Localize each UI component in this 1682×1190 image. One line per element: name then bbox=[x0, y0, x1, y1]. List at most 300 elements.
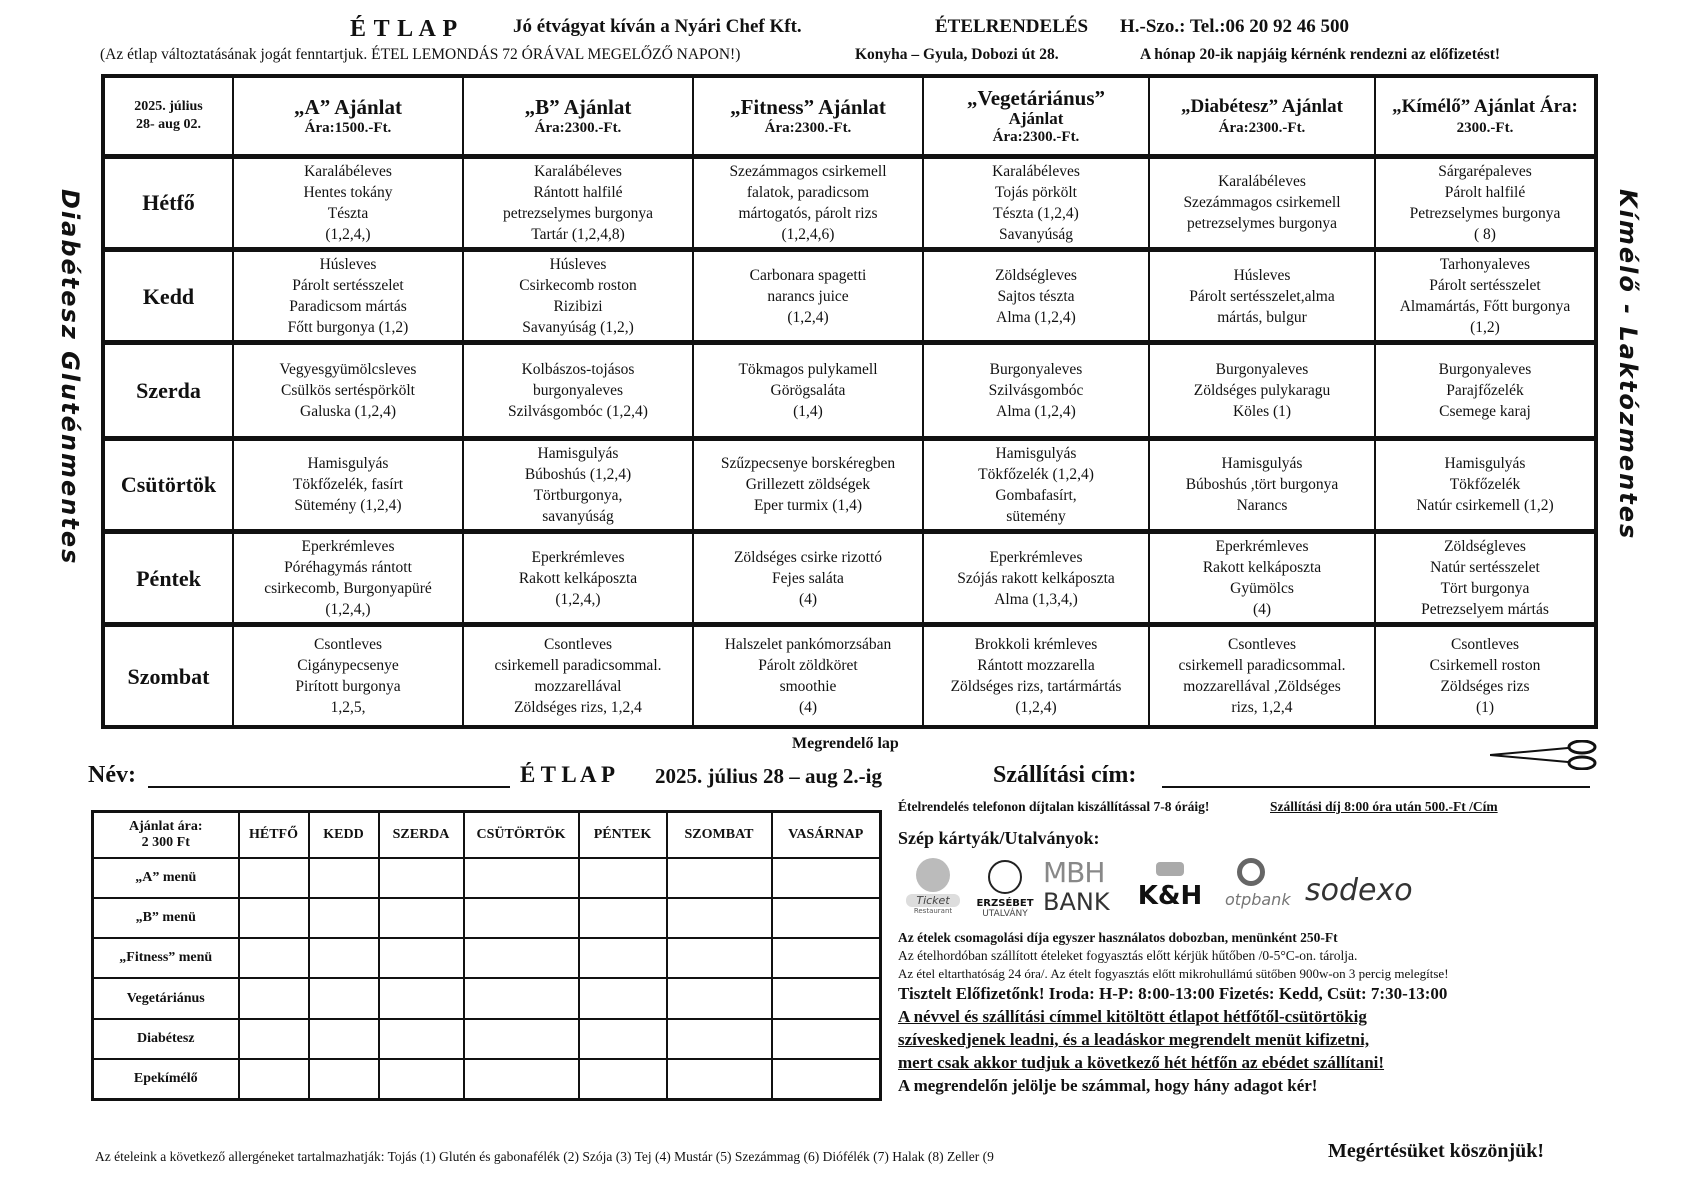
order-form-table bbox=[91, 810, 882, 1101]
page-title: É T L A P bbox=[350, 16, 459, 42]
menu-item-line: Hamisgulyás bbox=[1444, 455, 1526, 473]
menu-item-line: Párolt halfilé bbox=[1444, 183, 1526, 201]
menu-item-line: Görögsaláta bbox=[770, 381, 846, 399]
menu-item-line: (4) bbox=[798, 590, 818, 608]
day-name: Péntek bbox=[103, 531, 233, 624]
offer-name: „B” Ajánlat bbox=[524, 94, 632, 119]
order-quantity-cell[interactable] bbox=[579, 858, 667, 898]
menu-item-line: Csirkemell roston bbox=[1429, 657, 1541, 675]
menu-item-line: Cigánypecsenye bbox=[297, 657, 399, 675]
weekly-menu-table bbox=[101, 74, 1598, 729]
menu-cell bbox=[233, 156, 463, 249]
delivery-note: Ételrendelés telefonon díjtalan kiszállítással 7-8 óráig! bbox=[898, 799, 1210, 814]
menu-item-line: ( 8) bbox=[1474, 225, 1496, 243]
menu-item-line: mártás, bulgur bbox=[1217, 308, 1307, 326]
order-row-label: „B” menü bbox=[93, 898, 239, 938]
erzsebet-logo-subtext: UTALVÁNY bbox=[982, 909, 1028, 919]
menu-item-line: Hamisgulyás bbox=[307, 455, 389, 473]
offer-header-fitness bbox=[693, 76, 923, 156]
menu-item-line: Tökmagos pulykamell bbox=[738, 360, 878, 378]
menu-item-line: Húsleves bbox=[1233, 266, 1291, 284]
date-range-line-2: 28- aug 02. bbox=[136, 116, 201, 132]
menu-item-line: Carbonara spagetti bbox=[749, 266, 867, 284]
price-header-line-1: Ajánlat ára: bbox=[129, 818, 203, 834]
order-row bbox=[93, 858, 881, 898]
menu-item-line: petrezselymes burgonya bbox=[503, 204, 653, 222]
kitchen-address: Konyha – Gyula, Dobozi út 28. bbox=[855, 46, 1059, 63]
delivery-fee: Szállítási díj 8:00 óra után 500.-Ft /Cím bbox=[1270, 799, 1498, 814]
storage-note: Az ételhordóban szállított ételeket fogyasztás előtt kérjük hűtőben /0-5°C-on. tárolja. bbox=[898, 948, 1358, 963]
offer-header-b bbox=[463, 76, 693, 156]
offer-price: Ára:1500.-Ft. bbox=[304, 119, 392, 136]
menu-item-line: Halszelet pankómorzsában bbox=[724, 636, 892, 654]
day-header: HÉTFŐ bbox=[239, 812, 309, 858]
menu-item-line: Burgonyaleves bbox=[989, 360, 1083, 378]
order-header-row bbox=[93, 812, 881, 858]
menu-item-line: Zöldséges csirke rizottó bbox=[733, 548, 883, 566]
address-label: Szállítási cím: bbox=[993, 762, 1137, 788]
order-quantity-cell[interactable] bbox=[667, 1019, 772, 1059]
order-quantity-cell[interactable] bbox=[309, 858, 379, 898]
disclaimer: (Az étlap változtatásának jogát fenntartjuk. ÉTEL LEMONDÁS 72 ÓRÁVAL MEGELŐZŐ NAPON!) bbox=[100, 46, 741, 63]
menu-item-line: Pirított burgonya bbox=[295, 678, 401, 696]
menu-item-line: Szójás rakott kelkáposzta bbox=[957, 569, 1115, 587]
order-quantity-cell[interactable] bbox=[309, 1059, 379, 1099]
menu-item-line: Zöldségleves bbox=[1444, 538, 1526, 555]
side-label-left: Diabétesz Gluténmentes bbox=[56, 189, 84, 566]
menu-item-line: Eperkrémleves bbox=[989, 548, 1083, 566]
menu-cell bbox=[1375, 438, 1596, 531]
menu-item-line: (1,2,4) bbox=[1015, 699, 1057, 717]
day-header: VASÁRNAP bbox=[772, 812, 881, 858]
office-hours: Tisztelt Előfizetőnk! Iroda: H-P: 8:00-13:00 Fizetés: Kedd, Csüt: 7:30-13:00 bbox=[898, 984, 1448, 1003]
day-name: Szombat bbox=[103, 625, 233, 727]
order-quantity-cell[interactable] bbox=[239, 1059, 309, 1099]
day-header: CSÜTÖRTÖK bbox=[464, 812, 579, 858]
menu-item-line: csirkecomb, Burgonyapüré bbox=[264, 580, 432, 597]
order-row-label: Diabétesz bbox=[93, 1019, 239, 1059]
order-quantity-cell[interactable] bbox=[667, 938, 772, 978]
packaging-note: Az ételek csomagolási díja egyszer használatos dobozban, menünként 250-Ft bbox=[898, 930, 1338, 945]
menu-item-line: mártogatós, párolt rizs bbox=[738, 204, 878, 222]
menu-item-line: petrezselymes burgonya bbox=[1187, 215, 1337, 233]
menu-day-row bbox=[103, 250, 1596, 343]
order-row-label: Epekímélő bbox=[93, 1059, 239, 1099]
order-quantity-cell[interactable] bbox=[464, 898, 579, 938]
menu-cell bbox=[1149, 625, 1375, 727]
menu-item-line: burgonyaleves bbox=[532, 381, 624, 399]
menu-cell bbox=[1149, 156, 1375, 249]
mbh-logo-text: MBH bbox=[1043, 856, 1105, 889]
menu-item-line: rizs, 1,2,4 bbox=[1231, 699, 1293, 717]
day-name: Kedd bbox=[103, 250, 233, 343]
otp-bank-logo bbox=[1225, 858, 1305, 918]
menu-item-line: (1,2) bbox=[1470, 319, 1500, 337]
date-range-cell bbox=[103, 76, 233, 156]
menu-cell bbox=[1149, 531, 1375, 624]
order-quantity-cell[interactable] bbox=[772, 1059, 881, 1099]
order-quantity-cell[interactable] bbox=[579, 938, 667, 978]
order-row bbox=[93, 938, 881, 978]
menu-item-line: sütemény bbox=[1006, 507, 1066, 525]
menu-item-line: Galuska (1,2,4) bbox=[300, 402, 396, 420]
order-form-caption: Megrendelő lap bbox=[792, 735, 899, 752]
order-quantity-cell[interactable] bbox=[667, 898, 772, 938]
order-quantity-cell[interactable] bbox=[309, 938, 379, 978]
scissors-icon bbox=[1490, 740, 1610, 770]
menu-item-line: Karalábéleves bbox=[304, 162, 392, 180]
otp-logo-text: otpbank bbox=[1225, 890, 1291, 909]
kh-bank-logo bbox=[1130, 862, 1210, 918]
menu-item-line: csirkemell paradicsommal. bbox=[1178, 657, 1346, 675]
menu-item-line: Húsleves bbox=[319, 256, 377, 274]
menu-item-line: Hamisgulyás bbox=[995, 444, 1077, 462]
order-row bbox=[93, 898, 881, 938]
menu-item-line: Brokkoli krémleves bbox=[974, 636, 1098, 654]
menu-item-line: Tökfőzelék (1,2,4) bbox=[978, 465, 1094, 483]
kh-logo-text: K&H bbox=[1137, 881, 1203, 911]
menu-item-line: (1,2,4) bbox=[787, 308, 829, 326]
menu-item-line: Zöldséges pulykaragu bbox=[1193, 381, 1331, 399]
order-quantity-cell[interactable] bbox=[772, 978, 881, 1018]
date-range-line-1: 2025. július bbox=[134, 98, 203, 114]
menu-item-line: (1,2,4,) bbox=[555, 590, 601, 608]
menu-item-line: Alma (1,2,4) bbox=[996, 308, 1076, 326]
menu-item-line: 1,2,5, bbox=[330, 699, 366, 717]
cards-title: Szép kártyák/Utalványok: bbox=[898, 828, 1100, 848]
menu-item-line: csirkemell paradicsommal. bbox=[494, 657, 662, 675]
menu-item-line: (1,4) bbox=[793, 402, 823, 420]
offer-name: „Diabétesz” Ajánlat bbox=[1180, 95, 1343, 117]
menu-item-line: Petrezselymes burgonya bbox=[1409, 204, 1561, 222]
menu-item-line: Párolt sertésszelet bbox=[1429, 277, 1541, 295]
day-header: KEDD bbox=[309, 812, 379, 858]
offer-name-line-2: Ajánlat bbox=[1008, 108, 1064, 128]
ticket-logo-text: Ticket bbox=[906, 894, 960, 907]
menu-item-line: Póréhagymás rántott bbox=[284, 559, 412, 576]
menu-item-line: Karalábéleves bbox=[1218, 173, 1306, 191]
order-quantity-cell[interactable] bbox=[579, 1019, 667, 1059]
offer-price: Ára:2300.-Ft. bbox=[1218, 119, 1306, 136]
menu-item-line: Párolt zöldköret bbox=[758, 657, 858, 675]
menu-cell bbox=[463, 438, 693, 531]
offer-header-diabetes bbox=[1149, 76, 1375, 156]
menu-cell bbox=[463, 343, 693, 438]
order-quantity-cell[interactable] bbox=[464, 938, 579, 978]
menu-item-line: Rántott halfilé bbox=[533, 183, 623, 201]
order-quantity-cell[interactable] bbox=[239, 898, 309, 938]
menu-cell bbox=[1149, 438, 1375, 531]
menu-item-line: Hamisgulyás bbox=[537, 444, 619, 462]
order-quantity-cell[interactable] bbox=[464, 1019, 579, 1059]
menu-cell bbox=[1375, 343, 1596, 438]
name-label: Név: bbox=[88, 762, 136, 788]
menu-item-line: Tojás pörkölt bbox=[994, 183, 1077, 201]
menu-item-line: Rakott kelkáposzta bbox=[1202, 559, 1322, 576]
offer-price: Ára:2300.-Ft. bbox=[992, 128, 1080, 145]
menu-item-line: Eperkrémleves bbox=[1215, 538, 1309, 555]
menu-cell bbox=[1149, 343, 1375, 438]
menu-item-line: Zöldségleves bbox=[995, 266, 1077, 284]
sodexo-logo: sodexo bbox=[1305, 873, 1413, 908]
menu-item-line: Csülkös sertéspörkölt bbox=[281, 381, 415, 399]
offer-price: Ára:2300.-Ft. bbox=[764, 119, 852, 136]
offer-name: „Kímélő” Ajánlat Ára: bbox=[1392, 95, 1578, 117]
menu-item-line: (4) bbox=[798, 699, 818, 717]
menu-item-line: Sütemény (1,2,4) bbox=[294, 497, 402, 515]
menu-item-line: Szilvásgombóc (1,2,4) bbox=[508, 402, 648, 420]
menu-item-line: Narancs bbox=[1236, 497, 1288, 515]
offer-header-vegetarian bbox=[923, 76, 1149, 156]
menu-item-line: Hentes tokány bbox=[303, 183, 393, 201]
menu-item-line: Rántott mozzarella bbox=[977, 657, 1095, 675]
menu-cell bbox=[463, 250, 693, 343]
order-quantity-cell[interactable] bbox=[667, 1059, 772, 1099]
menu-item-line: mozzarellával bbox=[534, 678, 622, 696]
order-quantity-cell[interactable] bbox=[379, 858, 464, 898]
menu-item-line: (1,2,4,6) bbox=[781, 225, 835, 243]
order-quantity-cell[interactable] bbox=[379, 1019, 464, 1059]
menu-item-line: Tartár (1,2,4,8) bbox=[531, 225, 625, 243]
order-quantity-cell[interactable] bbox=[379, 898, 464, 938]
menu-item-line: Párolt sertésszelet,alma bbox=[1189, 287, 1335, 305]
menu-item-line: Alma (1,3,4,) bbox=[994, 590, 1078, 608]
order-row-label: „Fitness” menü bbox=[93, 938, 239, 978]
day-header: SZERDA bbox=[379, 812, 464, 858]
menu-item-line: Savanyúság bbox=[998, 225, 1074, 243]
menu-item-line: Köles (1) bbox=[1232, 402, 1292, 420]
menu-item-line: Tört burgonya bbox=[1440, 580, 1530, 597]
order-row-label: „A” menü bbox=[93, 858, 239, 898]
menu-day-row bbox=[103, 343, 1596, 438]
menu-item-line: Búboshús ,tört burgonya bbox=[1185, 476, 1339, 494]
mbh-bank-logo bbox=[1043, 858, 1113, 918]
menu-day-row bbox=[103, 625, 1596, 727]
menu-cell bbox=[463, 531, 693, 624]
payment-deadline: A hónap 20-ik napjáig kérnénk rendezni az előfizetést! bbox=[1140, 46, 1501, 63]
menu-item-line: (1,2,4,) bbox=[325, 225, 371, 243]
order-quantity-cell[interactable] bbox=[379, 978, 464, 1018]
menu-cell bbox=[693, 438, 923, 531]
order-quantity-cell[interactable] bbox=[579, 978, 667, 1018]
order-quantity-cell[interactable] bbox=[464, 1059, 579, 1099]
menu-cell bbox=[923, 343, 1149, 438]
order-quantity-cell[interactable] bbox=[239, 1019, 309, 1059]
menu-item-line: Párolt sertésszelet bbox=[292, 277, 404, 295]
order-quantity-cell[interactable] bbox=[379, 1059, 464, 1099]
menu-item-line: (1,2,4,) bbox=[325, 601, 371, 618]
menu-cell bbox=[923, 250, 1149, 343]
menu-item-line: Paradicsom mártás bbox=[289, 298, 407, 316]
order-quantity-cell[interactable] bbox=[464, 858, 579, 898]
menu-cell bbox=[693, 250, 923, 343]
menu-item-line: Szűzpecsenye borskéregben bbox=[720, 455, 896, 473]
menu-item-line: Tökfőzelék, fasírt bbox=[292, 476, 404, 494]
menu-item-line: falatok, paradicsom bbox=[746, 183, 870, 201]
menu-item-line: Natúr csirkemell (1,2) bbox=[1416, 497, 1554, 515]
menu-item-line: Gombafasírt, bbox=[995, 486, 1077, 504]
erzsebet-logo-text: ERZSÉBET bbox=[976, 898, 1034, 909]
menu-item-line: Tészta (1,2,4) bbox=[993, 204, 1079, 222]
thanks-note: Megértésüket köszönjük! bbox=[1328, 1140, 1545, 1162]
day-name: Csütörtök bbox=[103, 438, 233, 531]
greeting: Jó étvágyat kíván a Nyári Chef Kft. bbox=[513, 16, 802, 37]
ticket-logo-subtext: Restaurant bbox=[913, 907, 953, 915]
price-header-line-2: 2 300 Ft bbox=[141, 834, 190, 850]
menu-cell bbox=[233, 250, 463, 343]
menu-cell bbox=[1375, 625, 1596, 727]
menu-item-line: Grillezett zöldségek bbox=[745, 476, 871, 494]
day-name: Hétfő bbox=[103, 156, 233, 249]
menu-item-line: Parajfőzelék bbox=[1446, 381, 1524, 399]
menu-item-line: Csontleves bbox=[543, 636, 613, 654]
menu-cell bbox=[923, 438, 1149, 531]
order-quantity-cell[interactable] bbox=[379, 938, 464, 978]
offer-name: „Fitness” Ajánlat bbox=[730, 94, 886, 119]
order-quantity-cell[interactable] bbox=[667, 978, 772, 1018]
menu-item-line: Almamártás, Főtt burgonya bbox=[1399, 298, 1571, 316]
menu-item-line: Csontleves bbox=[1450, 636, 1520, 654]
offer-header-a bbox=[233, 76, 463, 156]
menu-item-line: Tészta bbox=[327, 204, 369, 222]
menu-item-line: Rakott kelkáposzta bbox=[518, 569, 638, 587]
menu-cell bbox=[1149, 250, 1375, 343]
menu-cell bbox=[1375, 250, 1596, 343]
menu-item-line: Vegyesgyümölcsleves bbox=[279, 360, 417, 378]
menu-item-line: mozzarellával ,Zöldséges bbox=[1183, 678, 1341, 696]
menu-item-line: Rizibizi bbox=[553, 298, 603, 316]
order-quantity-cell[interactable] bbox=[772, 1019, 881, 1059]
day-header: PÉNTEK bbox=[579, 812, 667, 858]
menu-cell bbox=[463, 625, 693, 727]
menu-item-line: Tökfőzelék bbox=[1449, 476, 1521, 494]
erzsebet-logo bbox=[970, 860, 1040, 920]
notice-line-1: A névvel és szállítási címmel kitöltött étlapot hétfőtől-csütörtökig bbox=[898, 1007, 1367, 1026]
order-quantity-cell[interactable] bbox=[239, 978, 309, 1018]
menu-cell bbox=[1375, 156, 1596, 249]
order-quantity-cell[interactable] bbox=[464, 978, 579, 1018]
day-header: SZOMBAT bbox=[667, 812, 772, 858]
shelf-life-note: Az étel eltarthatóság 24 óra/. Az ételt fogyasztás előtt mikrohullámú sütőben 900w-on 3 percig melegítse! bbox=[898, 966, 1449, 981]
menu-item-line: Törtburgonya, bbox=[533, 486, 623, 504]
menu-item-line: Karalábéleves bbox=[992, 162, 1080, 180]
menu-item-line: Savanyúság (1,2,) bbox=[522, 319, 634, 337]
menu-day-row bbox=[103, 531, 1596, 624]
order-row bbox=[93, 1059, 881, 1099]
offer-price: Ára:2300.-Ft. bbox=[534, 119, 622, 136]
day-name: Szerda bbox=[103, 343, 233, 438]
menu-item-line: savanyúság bbox=[542, 507, 614, 525]
notice-line-3: mert csak akkor tudjuk a következő hét hétfőn az ebédet szállítani! bbox=[898, 1053, 1385, 1072]
notice-line-4: A megrendelőn jelölje be számmal, hogy hány adagot kér! bbox=[898, 1076, 1318, 1095]
order-form-title: É T L A P bbox=[520, 762, 616, 787]
menu-cell bbox=[923, 625, 1149, 727]
menu-cell bbox=[233, 343, 463, 438]
menu-item-line: Sárgarépaleves bbox=[1438, 162, 1532, 180]
order-period: 2025. július 28 – aug 2.-ig bbox=[655, 764, 882, 788]
ticket-restaurant-logo bbox=[906, 858, 960, 918]
menu-item-line: Búboshús (1,2,4) bbox=[524, 465, 632, 483]
menu-item-line: Burgonyaleves bbox=[1215, 360, 1309, 378]
menu-cell bbox=[233, 531, 463, 624]
menu-cell bbox=[693, 156, 923, 249]
menu-item-line: Zöldséges rizs bbox=[1440, 678, 1530, 696]
menu-item-line: Csemege karaj bbox=[1439, 402, 1531, 420]
menu-item-line: (1) bbox=[1475, 699, 1495, 717]
menu-item-line: Csontleves bbox=[313, 636, 383, 654]
menu-item-line: Hamisgulyás bbox=[1221, 455, 1303, 473]
order-label: ÉTELRENDELÉS bbox=[935, 16, 1089, 37]
price-header bbox=[93, 812, 239, 858]
menu-item-line: Zöldséges rizs, tartármártás bbox=[950, 678, 1122, 696]
allergen-legend: Az ételeink a következő allergéneket tartalmazhatják: Tojás (1) Glutén és gabonafélék (2) Szója (3) Tej (4) Mustár (5) Szezámmag (6) Diófélék (7) Halak (8) Zeller (9 bbox=[95, 1149, 994, 1164]
menu-item-line: Karalábéleves bbox=[534, 162, 622, 180]
menu-item-line: Gyümölcs bbox=[1230, 580, 1294, 597]
menu-item-line: Főtt burgonya (1,2) bbox=[287, 319, 409, 337]
order-quantity-cell[interactable] bbox=[772, 858, 881, 898]
menu-cell bbox=[233, 625, 463, 727]
menu-item-line: smoothie bbox=[779, 678, 837, 696]
order-quantity-cell[interactable] bbox=[772, 898, 881, 938]
menu-item-line: Kolbászos-tojásos bbox=[521, 360, 635, 378]
order-quantity-cell[interactable] bbox=[579, 898, 667, 938]
order-quantity-cell[interactable] bbox=[772, 938, 881, 978]
order-row bbox=[93, 1019, 881, 1059]
menu-item-line: Szezámmagos csirkemell bbox=[729, 162, 887, 180]
name-input-line[interactable] bbox=[148, 786, 510, 788]
order-quantity-cell[interactable] bbox=[239, 858, 309, 898]
menu-item-line: Fejes saláta bbox=[772, 569, 844, 587]
menu-item-line: Húsleves bbox=[549, 256, 607, 274]
menu-item-line: Csontleves bbox=[1227, 636, 1297, 654]
menu-item-line: Eper turmix (1,4) bbox=[753, 497, 863, 515]
menu-item-line: Natúr sertésszelet bbox=[1430, 559, 1540, 576]
mbh-bank-text: BANK bbox=[1043, 888, 1110, 916]
side-label-right: Kímélő - Laktózmentes bbox=[1614, 189, 1642, 541]
menu-item-line: Alma (1,2,4) bbox=[996, 402, 1076, 420]
menu-cell bbox=[1375, 531, 1596, 624]
order-quantity-cell[interactable] bbox=[579, 1059, 667, 1099]
order-quantity-cell[interactable] bbox=[309, 1019, 379, 1059]
notice-line-2: szíveskedjenek leadni, és a leadáskor megrendelt menüt kifizetni, bbox=[898, 1030, 1370, 1049]
order-quantity-cell[interactable] bbox=[309, 898, 379, 938]
menu-item-line: Szezámmagos csirkemell bbox=[1183, 194, 1341, 212]
menu-item-line: Eperkrémleves bbox=[531, 548, 625, 566]
offer-price: 2300.-Ft. bbox=[1456, 119, 1514, 136]
order-quantity-cell[interactable] bbox=[239, 938, 309, 978]
menu-cell bbox=[233, 438, 463, 531]
menu-day-row bbox=[103, 156, 1596, 249]
offer-header-gentle bbox=[1375, 76, 1596, 156]
offer-name: „A” Ajánlat bbox=[294, 94, 402, 119]
menu-cell bbox=[463, 156, 693, 249]
menu-item-line: Petrezselyem mártás bbox=[1421, 601, 1549, 618]
menu-item-line: (4) bbox=[1252, 601, 1272, 618]
menu-item-line: Csirkecomb roston bbox=[519, 277, 637, 295]
menu-day-row bbox=[103, 438, 1596, 531]
offer-name: „Vegetáriánus” bbox=[966, 85, 1106, 110]
menu-cell bbox=[923, 531, 1149, 624]
menu-cell bbox=[693, 531, 923, 624]
order-quantity-cell[interactable] bbox=[667, 858, 772, 898]
menu-item-line: Eperkrémleves bbox=[301, 538, 395, 555]
menu-item-line: Tarhonyaleves bbox=[1439, 256, 1531, 274]
menu-item-line: Sajtos tészta bbox=[997, 287, 1075, 305]
order-row bbox=[93, 978, 881, 1018]
order-row-label: Vegetáriánus bbox=[93, 978, 239, 1018]
order-quantity-cell[interactable] bbox=[309, 978, 379, 1018]
address-input-line[interactable] bbox=[1162, 786, 1590, 788]
